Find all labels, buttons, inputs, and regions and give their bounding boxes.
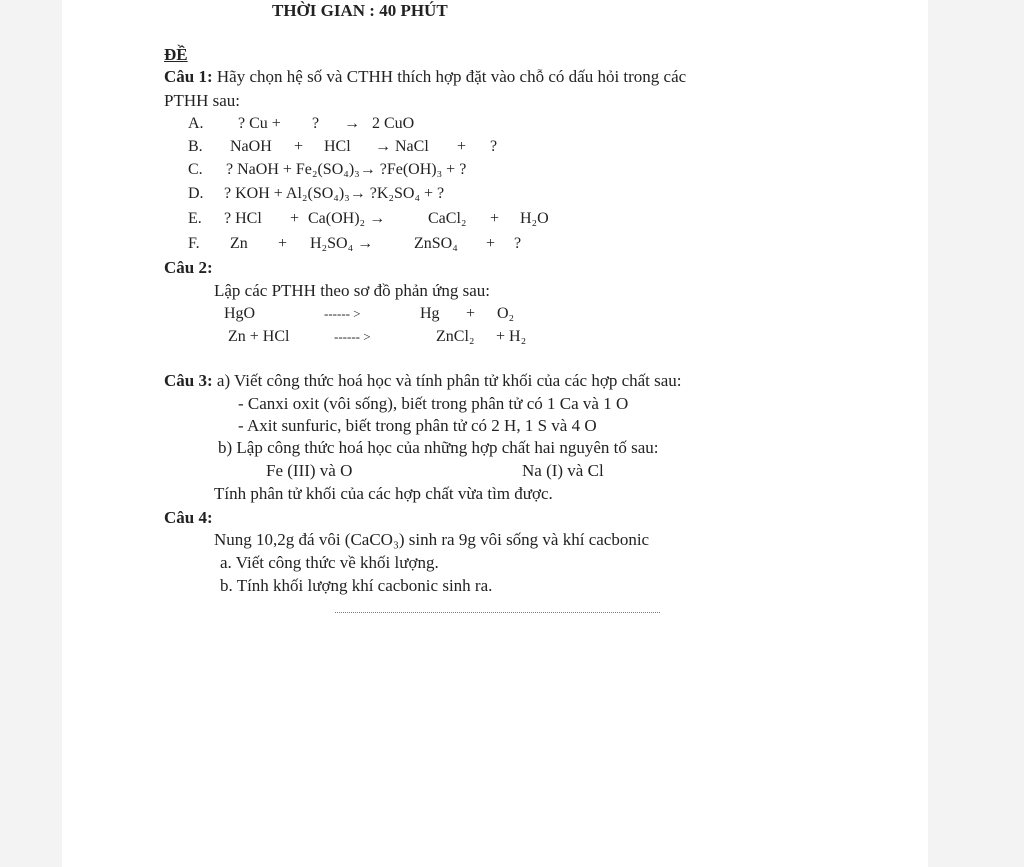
item-b-part: + [294, 138, 304, 155]
item-a-part: ? [312, 115, 320, 132]
item-d-equation: ? KOH + Al₂(SO₄)₃→ ?K₂SO₄ + ? [224, 185, 445, 202]
question-4-label: Câu 4: [164, 508, 213, 527]
question-1-text-cont: PTHH sau: [164, 91, 241, 110]
item-b-part: HCl [324, 138, 351, 155]
item-a-part: 2 CuO [372, 115, 415, 132]
scheme-row-2-part: + H₂ [496, 328, 527, 345]
question-3 [164, 371, 682, 391]
question-1 [164, 67, 686, 87]
item-b-part: + [457, 138, 467, 155]
item-b-part: ? [490, 138, 498, 155]
question-3-part-b: b) Lập công thức hoá học của những hợp chất hai nguyên tố sau: [218, 438, 659, 457]
question-2-text: Lập các PTHH theo sơ đồ phản ứng sau: [214, 281, 490, 300]
question-2-label: Câu 2: [164, 258, 213, 277]
item-e-part: CaCl₂ [428, 210, 467, 227]
exam-time-title: THỜI GIAN : 40 PHÚT [272, 1, 448, 20]
scheme-row-2-arrow: ------ > [334, 329, 371, 344]
exam-heading: ĐỀ [164, 45, 188, 64]
item-c-letter: C. [188, 161, 203, 178]
end-dotted-line [335, 612, 660, 613]
item-e-part: ? HCl [224, 210, 262, 227]
scheme-row-1-arrow: ------ > [324, 306, 361, 321]
item-b-part: → NaCl [375, 138, 429, 155]
item-a-arrow: → [344, 115, 360, 132]
item-f-letter: F. [188, 235, 200, 252]
question-3-a1: - Canxi oxit (vôi sống), biết trong phân tử có 1 Ca và 1 O [238, 394, 629, 413]
item-b-letter: B. [188, 138, 203, 155]
question-1-text: Hãy chọn hệ số và CTHH thích hợp đặt vào chỗ có dấu hỏi trong các [216, 67, 687, 86]
question-1-label: Câu 1: [164, 67, 213, 86]
question-3-part-a: a) Viết công thức hoá học và tính phân tử khối của các hợp chất sau: [216, 371, 682, 390]
question-3-part-c: Tính phân tử khối của các hợp chất vừa tìm được. [214, 484, 553, 503]
scheme-row-1-part: O₂ [497, 305, 515, 322]
question-4-text: Nung 10,2g đá vôi (CaCO₃) sinh ra 9g vôi sống và khí cacbonic [214, 530, 650, 549]
scheme-row-2-part: ZnCl₂ [436, 328, 475, 345]
item-f-part: + [486, 235, 496, 252]
item-f-part: ZnSO₄ [414, 235, 458, 252]
item-a-letter: A. [188, 115, 204, 132]
item-a-part: ? Cu + [238, 115, 281, 132]
question-4-part-b: b. Tính khối lượng khí cacbonic sinh ra. [220, 576, 493, 595]
item-e-part: + [490, 210, 500, 227]
scheme-row-1-part: HgO [224, 305, 256, 322]
item-e-part: + [290, 210, 300, 227]
item-d-letter: D. [188, 185, 204, 202]
item-c-equation: ? NaOH + Fe₂(SO₄)₃→ ?Fe(OH)₃ + ? [226, 161, 467, 178]
question-3-label: Câu 3: [164, 371, 213, 390]
item-e-part: Ca(OH)₂ → [308, 210, 386, 227]
document-page [62, 0, 928, 867]
item-b-part: NaOH [230, 138, 272, 155]
scheme-row-1-part: Hg [420, 305, 440, 322]
item-e-part: H₂O [520, 210, 549, 227]
question-3-b2: Na (I) và Cl [522, 461, 604, 480]
scheme-row-2-part: Zn + HCl [228, 328, 290, 345]
question-3-b1: Fe (III) và O [266, 461, 353, 480]
scheme-row-1-part: + [466, 305, 476, 322]
question-4-part-a: a. Viết công thức về khối lượng. [220, 553, 439, 572]
item-f-part: + [278, 235, 288, 252]
item-f-part: H₂SO₄ → [310, 235, 374, 252]
item-e-letter: E. [188, 210, 202, 227]
question-3-a2: - Axit sunfuric, biết trong phân tử có 2 H, 1 S và 4 O [238, 416, 597, 435]
item-f-part: ? [514, 235, 522, 252]
item-f-part: Zn [230, 235, 248, 252]
